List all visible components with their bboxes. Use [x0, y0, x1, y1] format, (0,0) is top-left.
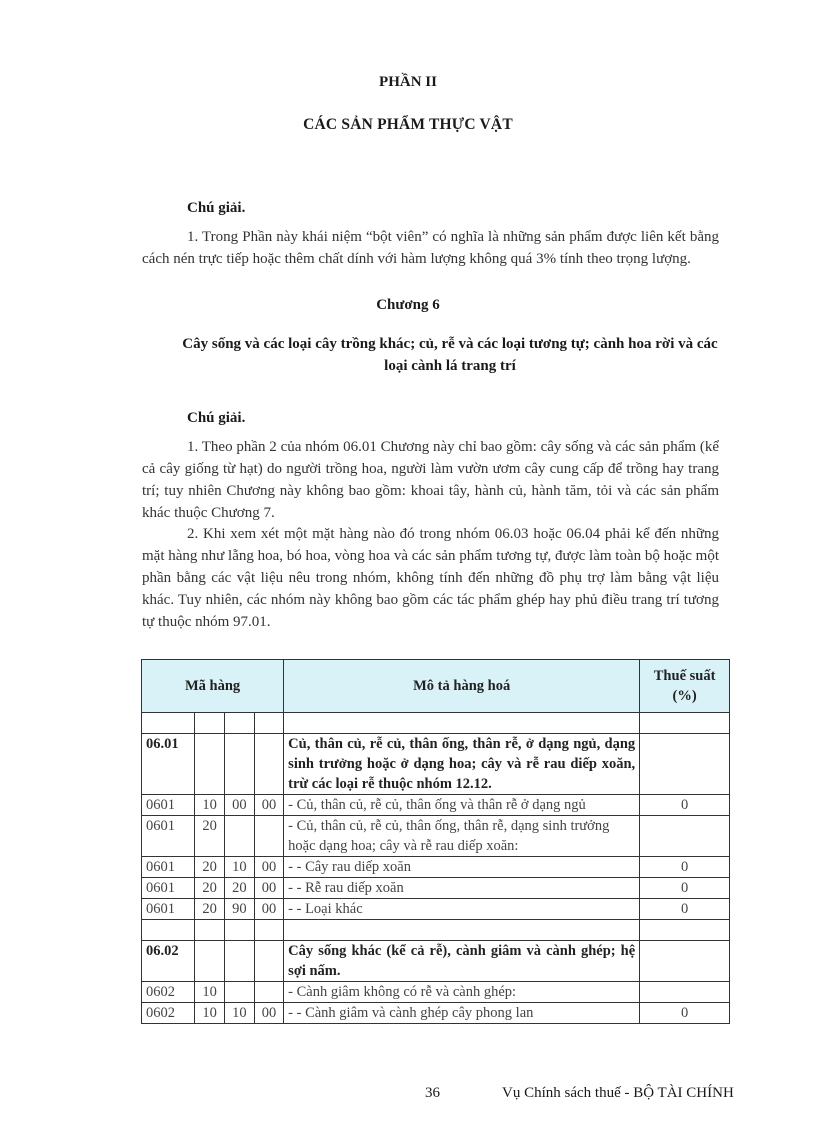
- cell-code: 0601: [142, 857, 195, 878]
- note-heading-1: Chú giải.: [187, 200, 246, 216]
- tariff-table: [141, 659, 730, 1024]
- table-row: [142, 734, 730, 795]
- table-row: 0601 10 00 00 - Củ, thân củ, rễ củ, thân ống và thân rễ ở dạng ngủ 0: [142, 795, 730, 816]
- table-row: [142, 941, 730, 982]
- header-rate: Thuế suất (%): [640, 660, 730, 713]
- header-description: Mô tả hàng hoá: [284, 660, 640, 713]
- cell-description: - - Cành giâm và cành ghép cây phong lan: [284, 1003, 640, 1024]
- cell-code: 06.01: [142, 734, 195, 795]
- cell-rate: 0: [640, 795, 730, 816]
- cell-rate: 0: [640, 878, 730, 899]
- part-title: CÁC SẢN PHẨM THỰC VẬT: [303, 116, 513, 133]
- cell-rate: 0: [640, 1003, 730, 1024]
- cell-description: Cây sống khác (kể cả rễ), cành giâm và cành ghép; hệ sợi nấm.: [284, 941, 640, 982]
- table-header-row: [142, 660, 730, 713]
- table-spacer-row: [142, 920, 730, 941]
- note-paragraph-2: 1. Theo phần 2 của nhóm 06.01 Chương này chỉ bao gồm: cây sống và các sản phẩm (kể cả cây giống từ hạt) do người trồng hoa, người làm vườn ươm cây cung cấp để trồng hay trang trí; tuy nhiên Chương này không bao gồm: khoai tây, hành củ, hành tăm, tỏi và các sản phẩm khác thuộc Chương 7.: [142, 439, 719, 521]
- table-row: 0601 20 - Củ, thân củ, rễ củ, thân ống, thân rễ, dạng sinh trưởng hoặc dạng hoa; cây và rễ rau diếp xoăn:: [142, 816, 730, 857]
- cell-rate: 0: [640, 857, 730, 878]
- header-code: Mã hàng: [142, 660, 284, 713]
- table-spacer-row: [142, 713, 730, 734]
- cell-code: 0601: [142, 878, 195, 899]
- cell-rate: [640, 816, 730, 857]
- cell-description: Củ, thân củ, rễ củ, thân ống, thân rễ, ở dạng ngủ, dạng sinh trưởng hoặc ở dạng hoa; cây và rễ rau diếp xoăn, trừ các loại rễ thuộc nhóm 12.12.: [284, 734, 640, 795]
- cell-code: 06.02: [142, 941, 195, 982]
- footer-text: Vụ Chính sách thuế - BỘ TÀI CHÍNH: [502, 1085, 734, 1101]
- cell-code: 0602: [142, 982, 195, 1003]
- cell-rate: [640, 982, 730, 1003]
- cell-code: 0601: [142, 795, 195, 816]
- cell-description: - - Cây rau diếp xoăn: [284, 857, 640, 878]
- table-row: 0601 20 90 00 - - Loại khác 0: [142, 899, 730, 920]
- note-heading-2: Chú giải.: [187, 410, 246, 426]
- table-row: 0602 10 - Cành giâm không có rễ và cành ghép:: [142, 982, 730, 1003]
- cell-description: - Cành giâm không có rễ và cành ghép:: [284, 982, 640, 1003]
- cell-rate: 0: [640, 899, 730, 920]
- part-label: PHẦN II: [379, 74, 437, 90]
- page-number: 36: [425, 1085, 440, 1101]
- cell-description: - - Loại khác: [284, 899, 640, 920]
- cell-rate: [640, 734, 730, 795]
- cell-description: - Củ, thân củ, rễ củ, thân ống, thân rễ, dạng sinh trưởng hoặc dạng hoa; cây và rễ rau diếp xoăn:: [284, 816, 640, 857]
- cell-code: 0602: [142, 1003, 195, 1024]
- chapter-title: Cây sống và các loại cây trồng khác; củ, rễ và các loại tương tự; cành hoa rời và các loại cành lá trang trí: [182, 336, 718, 374]
- table-row: 0601 20 20 00 - - Rễ rau diếp xoăn 0: [142, 878, 730, 899]
- chapter-label: Chương 6: [376, 297, 440, 313]
- cell-description: - - Rễ rau diếp xoăn: [284, 878, 640, 899]
- cell-description: - Củ, thân củ, rễ củ, thân ống và thân rễ ở dạng ngủ: [284, 795, 640, 816]
- note-paragraph-3: 2. Khi xem xét một mặt hàng nào đó trong nhóm 06.03 hoặc 06.04 phải kể đến những mặt hàng như lẵng hoa, bó hoa, vòng hoa và các sản phẩm tương tự, được làm toàn bộ hoặc một phần bằng các vật liệu nêu trong nhóm, không tính đến những đồ phụ trợ làm bằng vật liệu khác. Tuy nhiên, các nhóm này không bao gồm các tác phẩm ghép hay phủ điều trang trí tương tự thuộc nhóm 97.01.: [142, 526, 719, 630]
- table-row: 0602 10 10 00 - - Cành giâm và cành ghép cây phong lan 0: [142, 1003, 730, 1024]
- table-row: 0601 20 10 00 - - Cây rau diếp xoăn 0: [142, 857, 730, 878]
- cell-code: 0601: [142, 816, 195, 857]
- cell-code: 0601: [142, 899, 195, 920]
- cell-rate: [640, 941, 730, 982]
- note-paragraph-1: 1. Trong Phần này khái niệm “bột viên” có nghĩa là những sản phẩm được liên kết bằng cách nén trực tiếp hoặc thêm chất dính với hàm lượng không quá 3% tính theo trọng lượng.: [142, 229, 719, 267]
